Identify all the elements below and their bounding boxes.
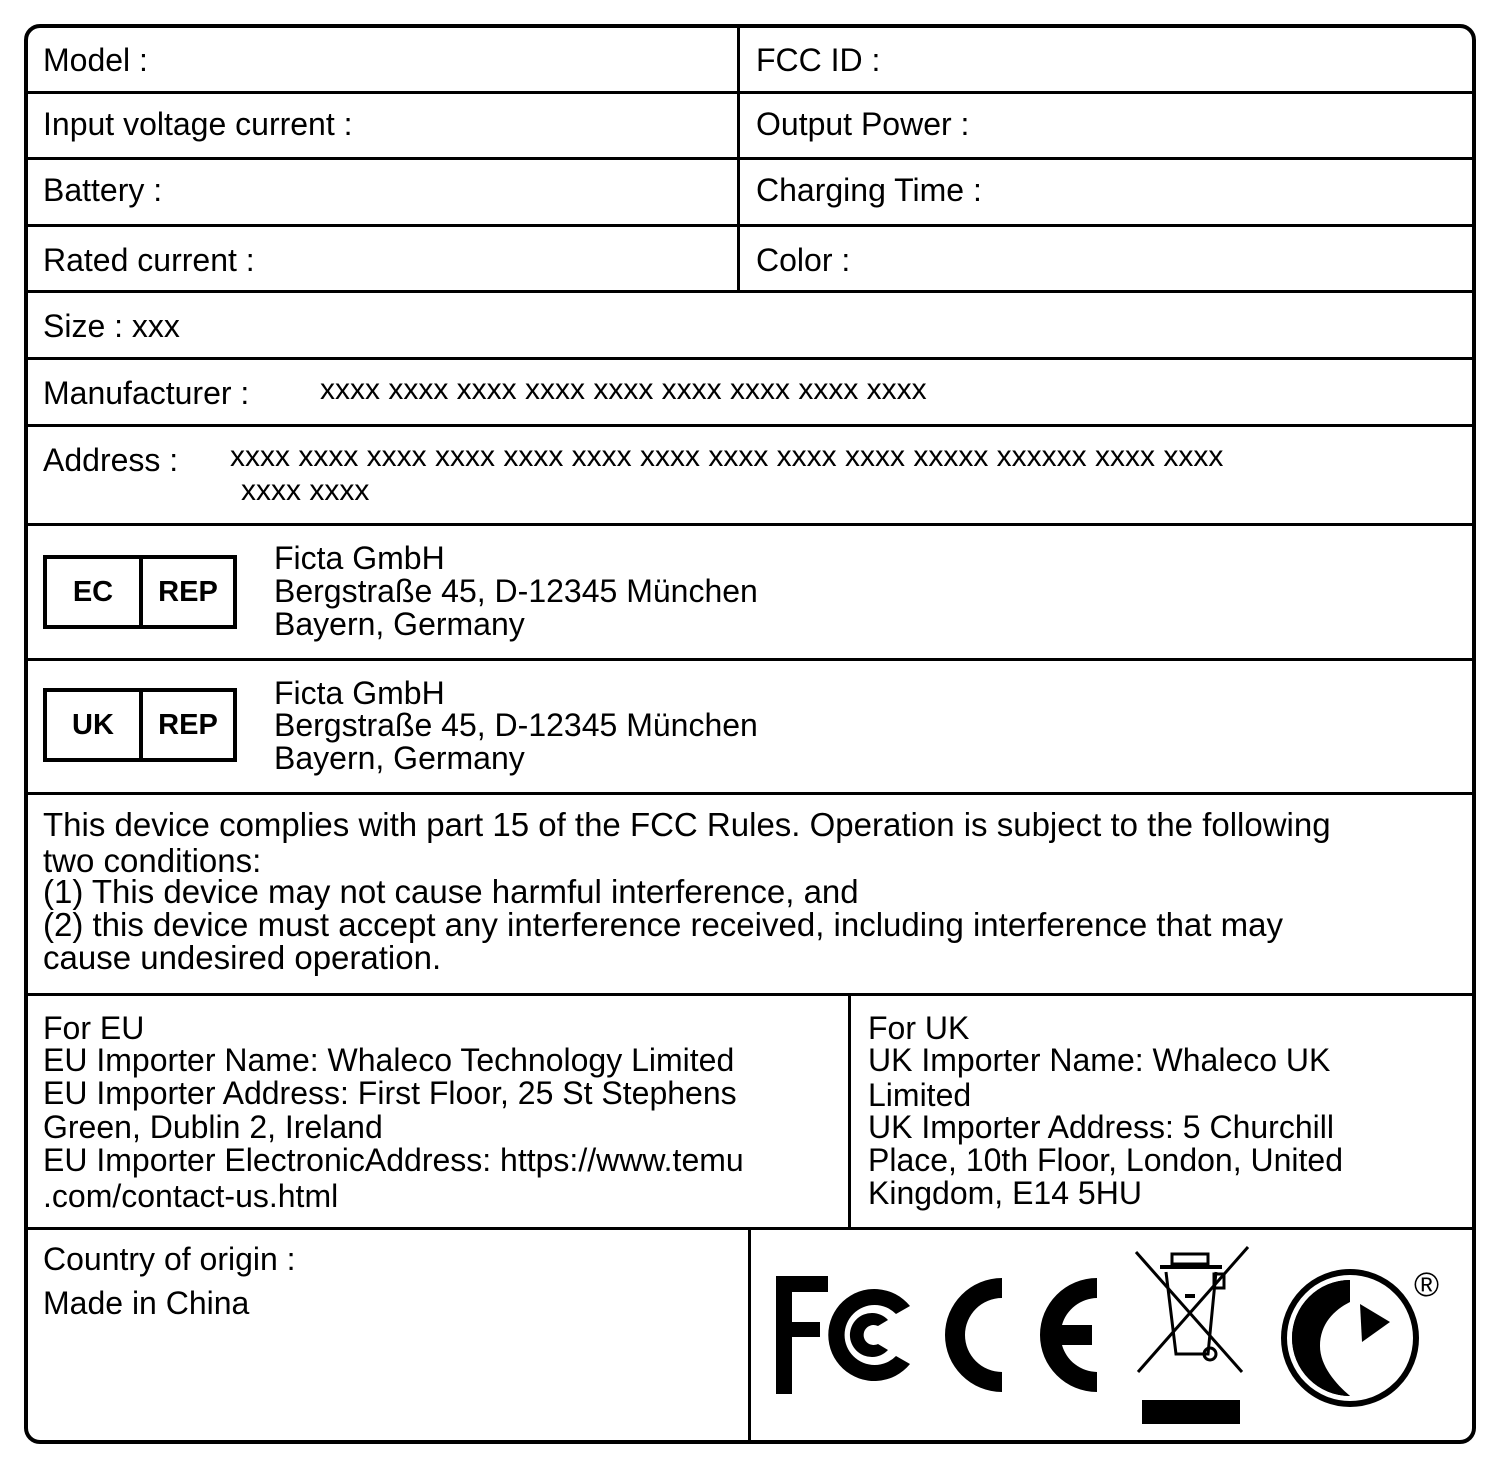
uk-rep-badge-left: UK [47,692,143,758]
color-label: Color : [756,242,851,278]
weee-crossed-bin-icon [1130,1242,1254,1428]
row-divider [26,792,1474,795]
registered-mark: ® [1414,1266,1440,1304]
eu-importer-line: For EU [43,1010,145,1046]
row-divider [26,357,1474,360]
uk-rep-street: Bergstraße 45, D-12345 München [274,707,758,743]
fcc-statement-line: This device complies with part 15 of the FCC Rules. Operation is subject to the following [43,806,1331,843]
charging-time-label: Charging Time : [756,172,982,208]
uk-importer-line: For UK [868,1010,970,1046]
ec-rep-badge-left: EC [47,559,143,625]
ec-rep-badge-right: REP [158,575,218,608]
input-voltage-label: Input voltage current : [43,106,353,142]
fcc-id-label: FCC ID : [756,42,881,78]
row-divider [26,993,1474,996]
fcc-statement-line: two conditions: [43,842,262,879]
manufacturer-value: xxxx xxxx xxxx xxxx xxxx xxxx xxxx xxxx xxxx [320,373,927,406]
model-label: Model : [43,42,148,78]
row-divider [26,224,1474,227]
eu-importer-line: EU Importer Address: First Floor, 25 St Stephens [43,1075,737,1111]
eu-importer-line: Green, Dublin 2, Ireland [43,1109,383,1145]
uk-importer-line: Limited [868,1077,972,1113]
ec-rep-badge [43,555,237,629]
green-dot-icon [1278,1266,1422,1410]
eu-importer-line: EU Importer ElectronicAddress: https://www.temu [43,1142,744,1178]
ec-rep-street: Bergstraße 45, D-12345 München [274,573,758,609]
output-power-label: Output Power : [756,106,970,142]
ec-rep-region: Bayern, Germany [274,606,525,642]
uk-importer-line: UK Importer Name: Whaleco UK [868,1042,1331,1078]
row-divider [26,658,1474,661]
uk-rep-name: Ficta GmbH [274,675,445,711]
row-divider [26,424,1474,427]
uk-importer-line: Kingdom, E14 5HU [868,1175,1142,1211]
row-divider [26,290,1474,293]
size-label: Size : xxx [43,308,180,344]
uk-rep-badge-right: REP [158,708,218,741]
uk-importer-line: Place, 10th Floor, London, United [868,1142,1343,1178]
eu-importer-line: EU Importer Name: Whaleco Technology Limited [43,1042,735,1078]
rated-current-label: Rated current : [43,242,255,278]
fcc-statement-line: (2) this device must accept any interference received, including interference that may [43,906,1283,943]
fcc-statement-line: cause undesired operation. [43,939,442,976]
address-label: Address : [43,442,179,478]
uk-importer-line: UK Importer Address: 5 Churchill [868,1109,1334,1145]
address-value-line2: xxxx xxxx [241,474,370,507]
fcc-statement-line: (1) This device may not cause harmful interference, and [43,873,859,910]
column-divider [748,1228,751,1442]
ce-mark [932,1272,1110,1398]
fcc-logo [770,1270,920,1400]
row-divider [26,157,1474,160]
column-divider [737,26,740,291]
column-divider [848,994,851,1228]
ec-rep-name: Ficta GmbH [274,540,445,576]
country-of-origin-label: Country of origin : [43,1241,296,1277]
uk-rep-badge [43,688,237,762]
manufacturer-label: Manufacturer : [43,375,250,411]
uk-rep-region: Bayern, Germany [274,740,525,776]
country-of-origin-value: Made in China [43,1285,250,1321]
eu-importer-line: .com/contact-us.html [43,1178,339,1214]
row-divider [26,91,1474,94]
address-value-line1: xxxx xxxx xxxx xxxx xxxx xxxx xxxx xxxx xxxx xxxx xxxxx xxxxxx xxxx xxxx [230,440,1224,473]
row-divider [26,523,1474,526]
battery-label: Battery : [43,172,163,208]
